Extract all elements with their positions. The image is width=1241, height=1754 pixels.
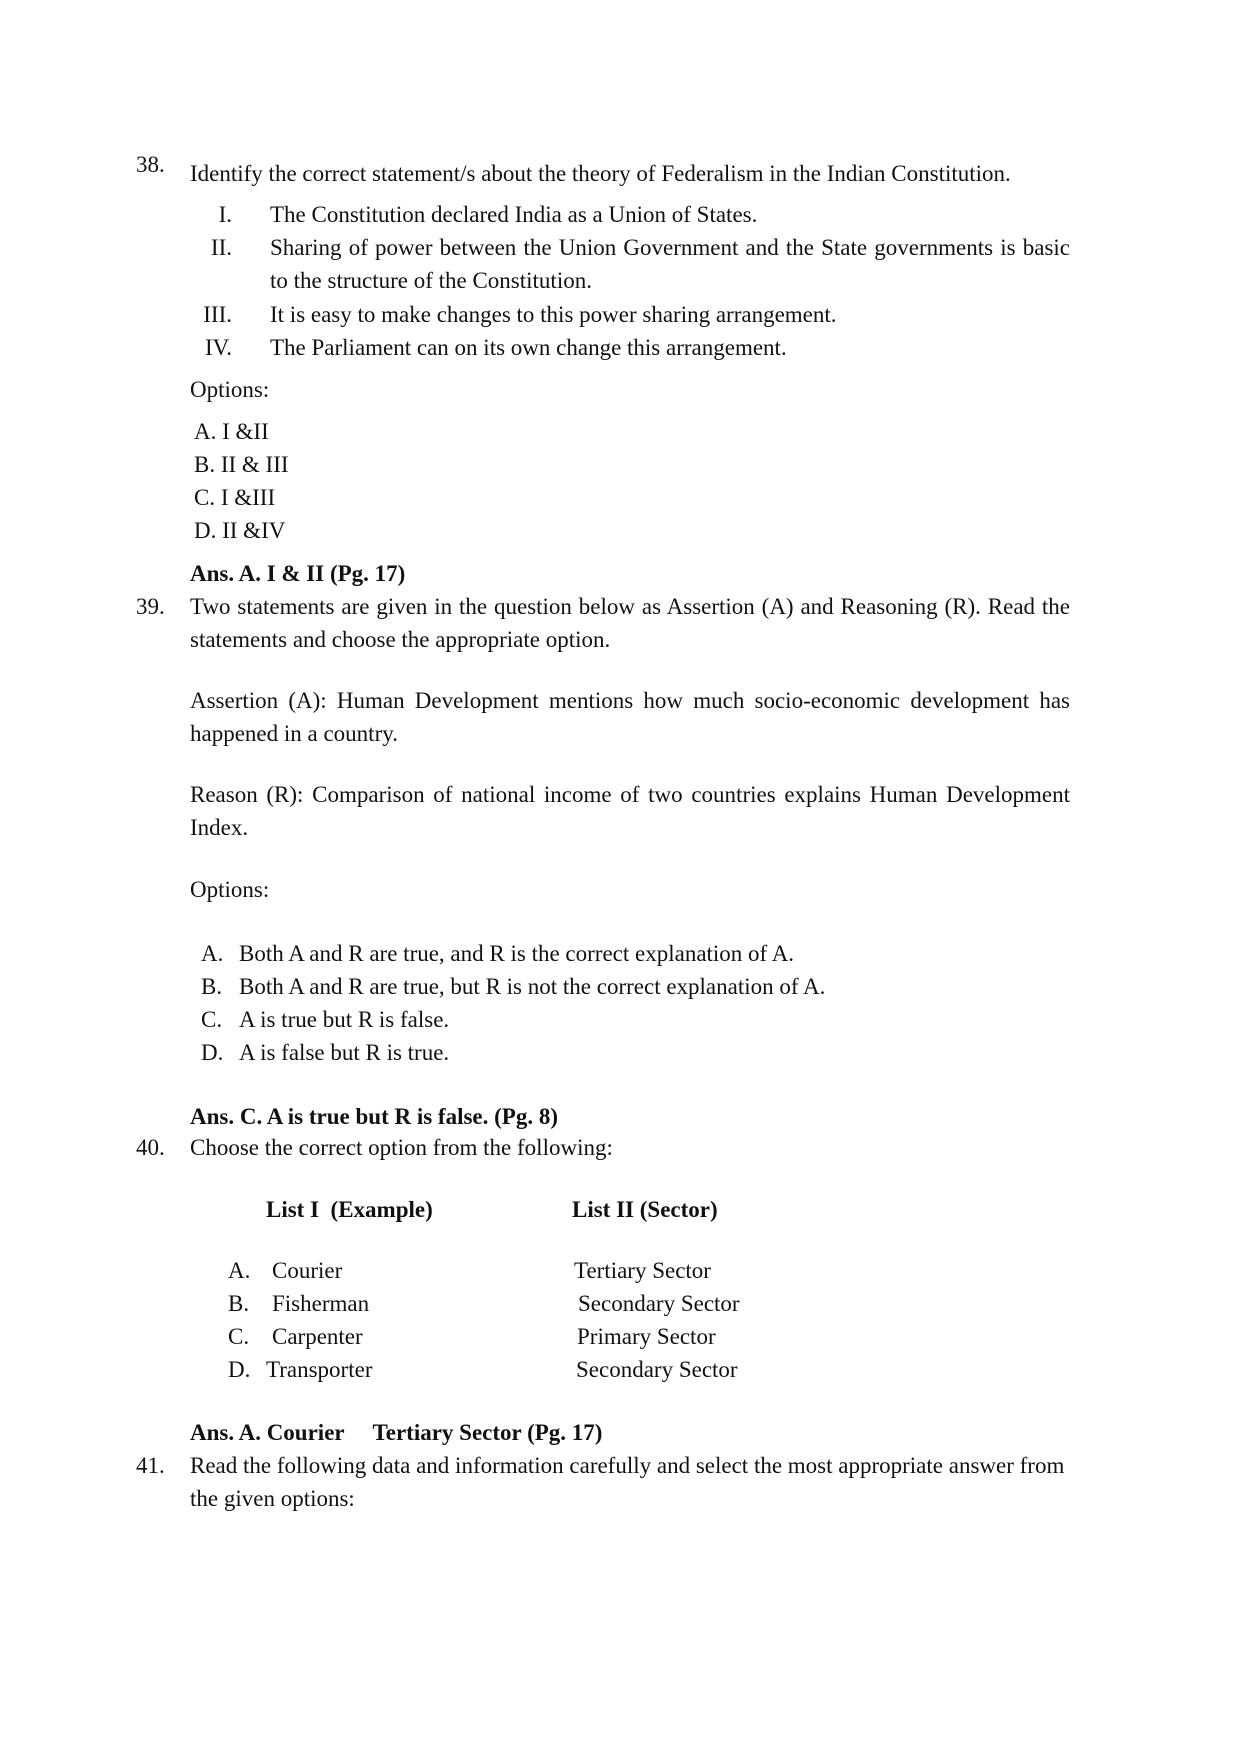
q39-option-text: Both A and R are true, but R is not the correct explanation of A. (239, 974, 826, 999)
list-row-label: D. (228, 1357, 251, 1382)
q38-option: C. I &III (194, 485, 276, 510)
q41-question-text: Read the following data and information carefully and select the most appropriate answer from the given options: (190, 1453, 1065, 1511)
list-row-example: Courier (272, 1258, 343, 1283)
list-row-label: C. (228, 1324, 250, 1349)
q38-statement-text: It is easy to make changes to this power sharing arrangement. (270, 302, 837, 327)
q38-options-label: Options: (190, 377, 270, 402)
list-row-label: B. (228, 1291, 250, 1316)
list-row-sector: Secondary Sector (578, 1291, 740, 1316)
q39-number: 39. (136, 594, 165, 619)
list-row-sector: Secondary Sector (576, 1357, 738, 1382)
q39-option-text: A is false but R is true. (239, 1040, 450, 1065)
q39-option-label: B. (201, 974, 223, 999)
q39-options-label: Options: (190, 877, 270, 902)
q39-reason: Reason (R): Comparison of national income of two countries explains Human Development Index. (190, 782, 1070, 840)
q38-option: A. I &II (194, 419, 269, 444)
list1-header: List I (Example) (266, 1197, 433, 1222)
q39-assertion: Assertion (A): Human Development mentions how much socio-economic development has happened in a country. (190, 688, 1070, 746)
q38-statement-label: II. (210, 235, 232, 260)
q40-question-text: Choose the correct option from the following: (190, 1135, 613, 1160)
q38-answer: Ans. A. I & II (Pg. 17) (190, 561, 406, 586)
q39-option-label: A. (201, 941, 224, 966)
q40-number: 40. (136, 1135, 165, 1160)
list-row-example: Fisherman (272, 1291, 370, 1316)
q38-statement-label: IV. (204, 335, 232, 360)
list-row-sector: Tertiary Sector (574, 1258, 711, 1283)
q38-statement-text: The Constitution declared India as a Union of States. (270, 202, 758, 227)
list-row-label: A. (228, 1258, 251, 1283)
q39-option-label: C. (201, 1007, 223, 1032)
q38-number: 38. (136, 152, 165, 177)
list-row-example: Carpenter (272, 1324, 363, 1349)
q39-question-text: Two statements are given in the question below as Assertion (A) and Reasoning (R). Read the statements and choose the appropriate option. (190, 594, 1070, 652)
list-row-example: Transporter (266, 1357, 373, 1382)
q39-option-text: Both A and R are true, and R is the correct explanation of A. (239, 941, 795, 966)
q38-statement-text: Sharing of power between the Union Government and the State governments is basic to the structure of the Constitution. (270, 235, 1070, 293)
q38-option: B. II & III (194, 452, 289, 477)
q38-option: D. II &IV (194, 518, 286, 543)
q38-statement-label: III. (203, 302, 232, 327)
q38-statement-label: I. (218, 202, 232, 227)
q41-number: 41. (136, 1453, 165, 1478)
q38-statement-text: The Parliament can on its own change this arrangement. (270, 335, 787, 360)
q39-option-text: A is true but R is false. (239, 1007, 450, 1032)
q40-answer: Ans. A. Courier Tertiary Sector (Pg. 17) (190, 1420, 603, 1445)
q39-option-label: D. (201, 1040, 224, 1065)
q38-question-text: Identify the correct statement/s about the theory of Federalism in the Indian Constitution. (190, 161, 1011, 186)
list2-header: List II (Sector) (572, 1197, 718, 1222)
list-row-sector: Primary Sector (577, 1324, 716, 1349)
q39-answer: Ans. C. A is true but R is false. (Pg. 8) (190, 1104, 559, 1129)
